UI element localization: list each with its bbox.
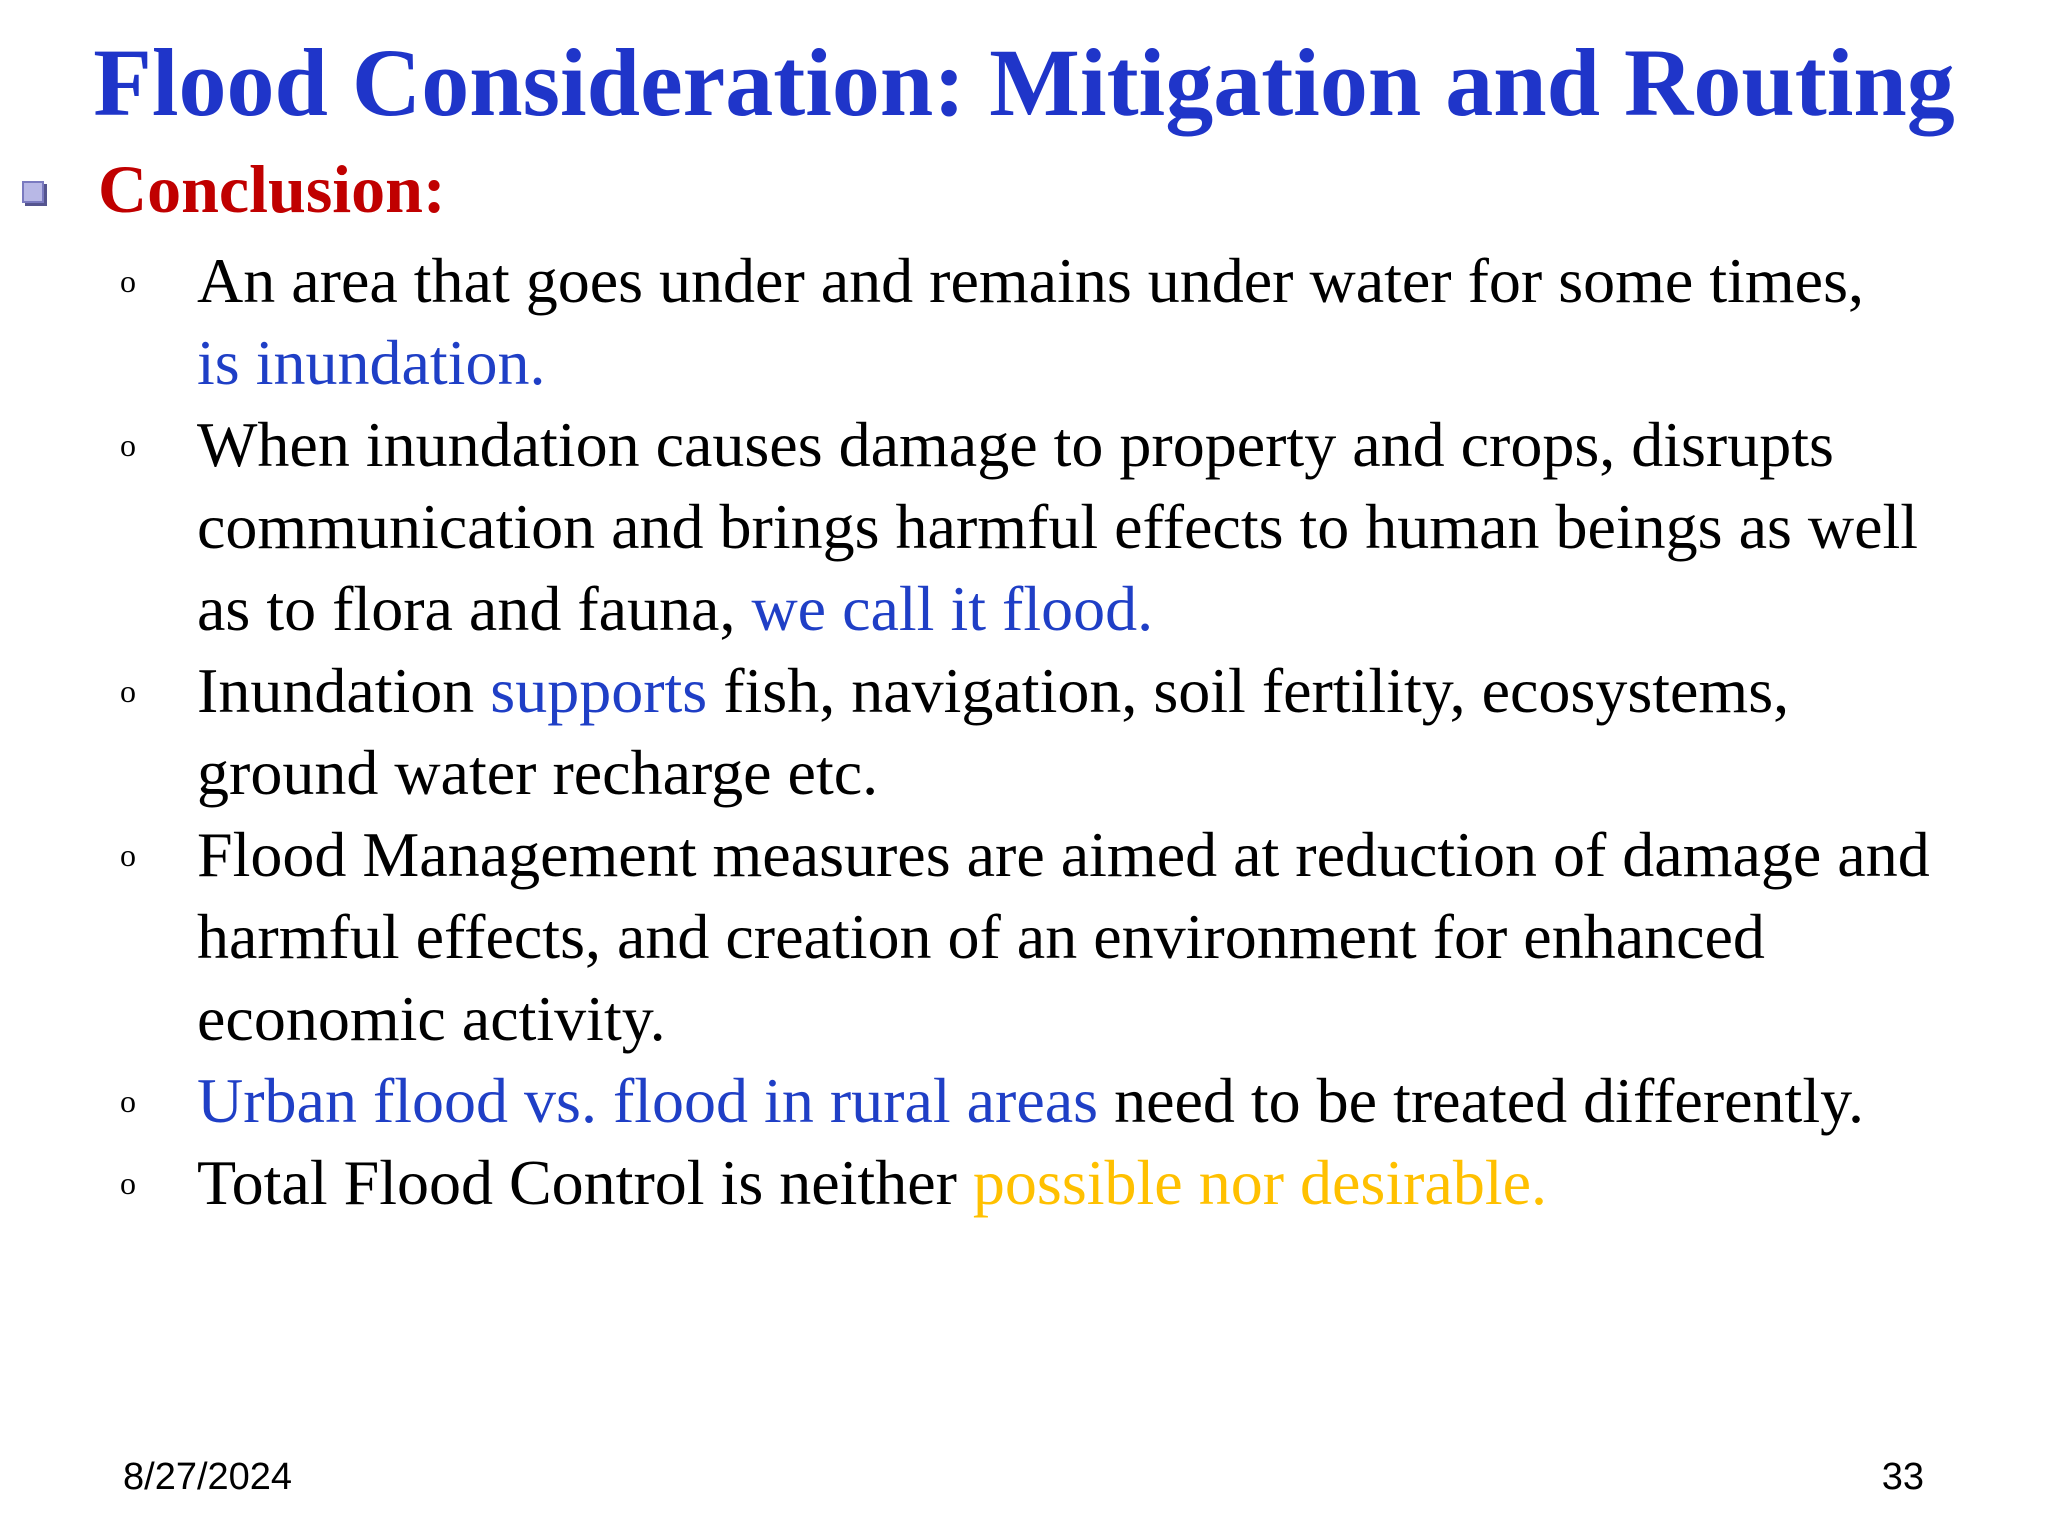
highlighted-text: is inundation. [197,327,546,398]
slide-title: Flood Consideration: Mitigation and Routing [93,29,1955,136]
page-number: 33 [1881,1456,1924,1498]
circle-bullet-icon: o [120,263,136,299]
bullet-text: ground water recharge etc. [197,737,879,808]
bullet-text: Total Flood Control is neither [197,1147,973,1218]
footer-date: 8/27/2024 [123,1456,293,1498]
bullet-line [197,978,2040,1060]
highlighted-text: possible nor desirable. [972,1147,1547,1218]
bullet-list [0,240,2048,1224]
bullet-text: communication and brings harmful effects to human beings as well [197,491,1919,562]
bullet-text: Flood Management measures are aimed at reduction of damage and [197,819,1930,890]
circle-bullet-icon: o [120,837,136,873]
bullet-item [0,1142,2048,1224]
circle-bullet-icon: o [120,427,136,463]
bullet-text: Inundation [197,655,491,726]
highlighted-text: supports [490,655,708,726]
bullet-line [197,732,2040,814]
highlighted-text: Urban flood vs. flood in rural areas [197,1065,1099,1136]
bullet-text: fish, navigation, soil fertility, ecosystems, [707,655,1790,726]
circle-bullet-icon: o [120,673,136,709]
circle-bullet-icon: o [120,1165,136,1201]
bullet-item [0,1060,2048,1142]
bullet-line [197,322,2040,404]
bullet-line [197,404,2040,486]
bullet-text: need to be treated differently. [1098,1065,1864,1136]
bullet-item [0,650,2048,814]
highlighted-text: we call it flood. [751,573,1154,644]
bullet-line [197,568,2040,650]
bullet-text: as to flora and fauna, [197,573,752,644]
circle-bullet-icon: o [120,1083,136,1119]
bullet-line [197,814,2040,896]
bullet-text: harmful effects, and creation of an environment for enhanced [197,901,1765,972]
section-heading-row [22,148,446,230]
square-bullet-icon [22,181,44,203]
bullet-line [197,1060,2040,1142]
bullet-line [197,240,2040,322]
bullet-item [0,240,2048,404]
bullet-item [0,814,2048,1060]
section-heading: Conclusion: [98,150,446,227]
bullet-item [0,404,2048,650]
bullet-line [197,1142,2040,1224]
bullet-text: An area that goes under and remains under water for some times, [197,245,1864,316]
bullet-line [197,650,2040,732]
bullet-text: When inundation causes damage to property and crops, disrupts [197,409,1834,480]
bullet-line [197,486,2040,568]
bullet-line [197,896,2040,978]
bullet-text: economic activity. [197,983,666,1054]
